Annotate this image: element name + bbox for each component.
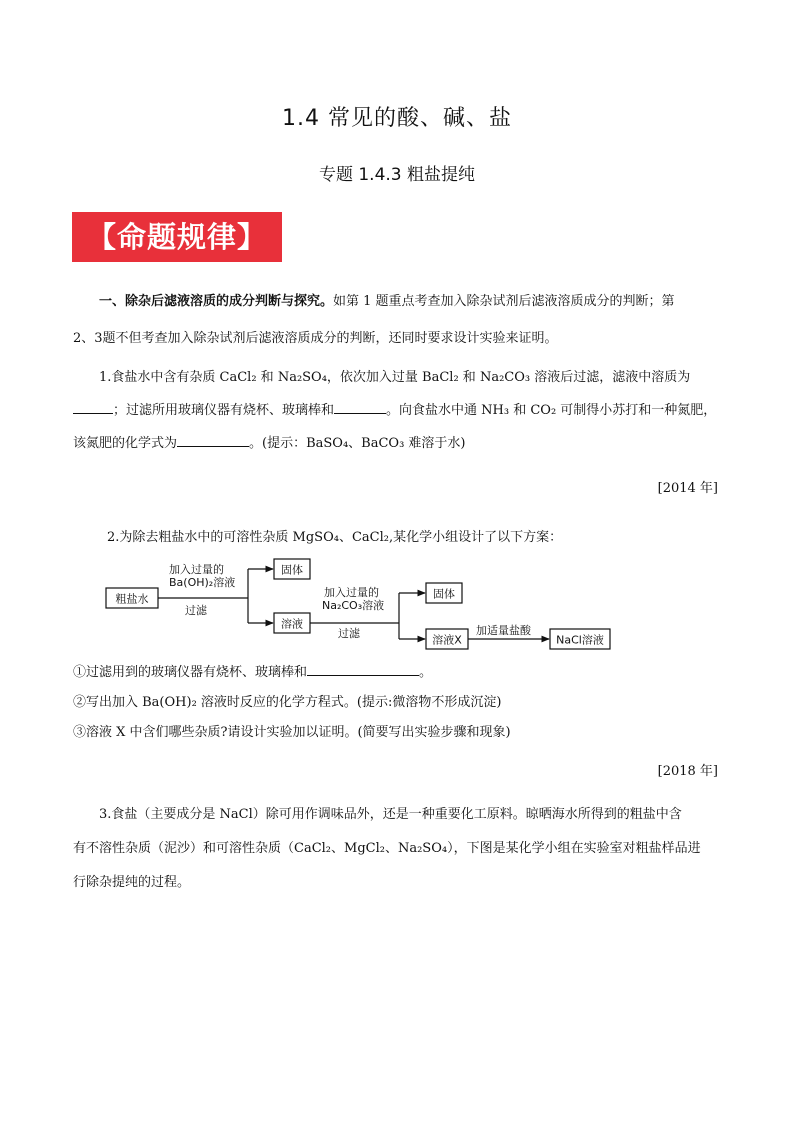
intro-line-1 (73, 283, 723, 320)
q1-line-2 (73, 394, 723, 427)
intro-line-2: 2、3题不但考查加入除杂试剂后滤液溶质成分的判断，还同时要求设计实验来证明。 (73, 331, 558, 346)
q2-item-1 (73, 658, 723, 688)
q1-blank-2[interactable] (334, 399, 386, 414)
solid-1-label: 固体 (281, 563, 303, 577)
reagent-1-label-a: 加入过量的 (169, 563, 224, 576)
q1-line-2-a: ；过滤所用玻璃仪器有烧杯、玻璃棒和 (113, 403, 335, 418)
reagent-2-label-b: Na₂CO₃溶液 (322, 599, 385, 612)
filter-1-label: 过滤 (185, 604, 207, 617)
q2-year: [2018 年] (657, 764, 718, 779)
q3-line-2: 有不溶性杂质（泥沙）和可溶性杂质（CaCl₂、MgCl₂、Na₂SO₄），下图是某化学小组在实验室对粗盐样品进 (73, 841, 701, 856)
q2-blank-1[interactable] (307, 661, 419, 676)
q3-line-3: 行除杂提纯的过程。 (73, 875, 191, 890)
reagent-2-label-a: 加入过量的 (324, 586, 379, 599)
product-label: NaCl溶液 (556, 633, 604, 647)
q1-blank-3[interactable] (177, 432, 249, 447)
q2-item-2: ②写出加入 Ba(OH)₂ 溶液时反应的化学方程式。(提示:微溶物不形成沉淀) (73, 695, 502, 710)
reagent-1-label-b: Ba(OH)₂溶液 (169, 576, 236, 589)
q2-line-1 (73, 519, 723, 556)
page-subtitle: 专题 1.4.3 粗盐提纯 (318, 165, 476, 185)
reagent-3-label: 加适量盐酸 (476, 624, 531, 637)
q1-line-1: 1.食盐水中含有杂质 CaCl₂ 和 Na₂SO₄，依次加入过量 BaCl₂ 和 Na₂CO₃ 溶液后过滤，滤液中溶质为 (99, 370, 691, 385)
page-title: 1.4 常见的酸、碱、盐 (282, 106, 512, 131)
q2-item-1-b: 。 (419, 665, 433, 680)
q1-line-3 (73, 427, 723, 460)
q2-items (73, 658, 723, 748)
intro-paragraph (73, 283, 723, 357)
filter-2-label: 过滤 (338, 627, 360, 640)
intro-bold: 一、除杂后滤液溶质的成分判断与探究。 (99, 294, 334, 309)
q1-blank-1[interactable] (73, 399, 113, 414)
q2-item-1-a: ①过滤用到的玻璃仪器有烧杯、玻璃棒和 (73, 665, 308, 680)
q3-line-1: 3.食盐（主要成分是 NaCl）除可用作调味品外，还是一种重要化工原料。晾晒海水所得到的粗盐中含 (99, 807, 682, 822)
flowchart (100, 553, 630, 657)
solution-1-label: 溶液 (281, 617, 303, 631)
q2-item-3: ③溶液 X 中含们哪些杂质?请设计实验加以证明。(简要写出实验步骤和现象) (73, 725, 511, 740)
question-3 (73, 798, 723, 900)
q1-line-2-b: 。向食盐水中通 NH₃ 和 CO₂ 可制得小苏打和一种氮肥， (386, 403, 717, 418)
q1-line-3-a: 该氮肥的化学式为 (73, 436, 178, 451)
q1-year: [2014 年] (657, 481, 718, 496)
solid-2-label: 固体 (433, 587, 455, 601)
question-1 (73, 361, 723, 460)
start-label: 粗盐水 (115, 592, 149, 606)
solution-x-label: 溶液X (432, 633, 462, 647)
q2-intro-text: 2.为除去粗盐水中的可溶性杂质 MgSO₄、CaCl₂,某化学小组设计了以下方案： (107, 530, 563, 545)
intro-line-1-rest: 如第 1 题重点考查加入除杂试剂后滤液溶质成分的判断；第 (333, 294, 675, 309)
section-banner: 【命题规律】 (72, 212, 282, 262)
q1-line-3-b: 。(提示：BaSO₄、BaCO₃ 难溶于水) (249, 436, 466, 451)
